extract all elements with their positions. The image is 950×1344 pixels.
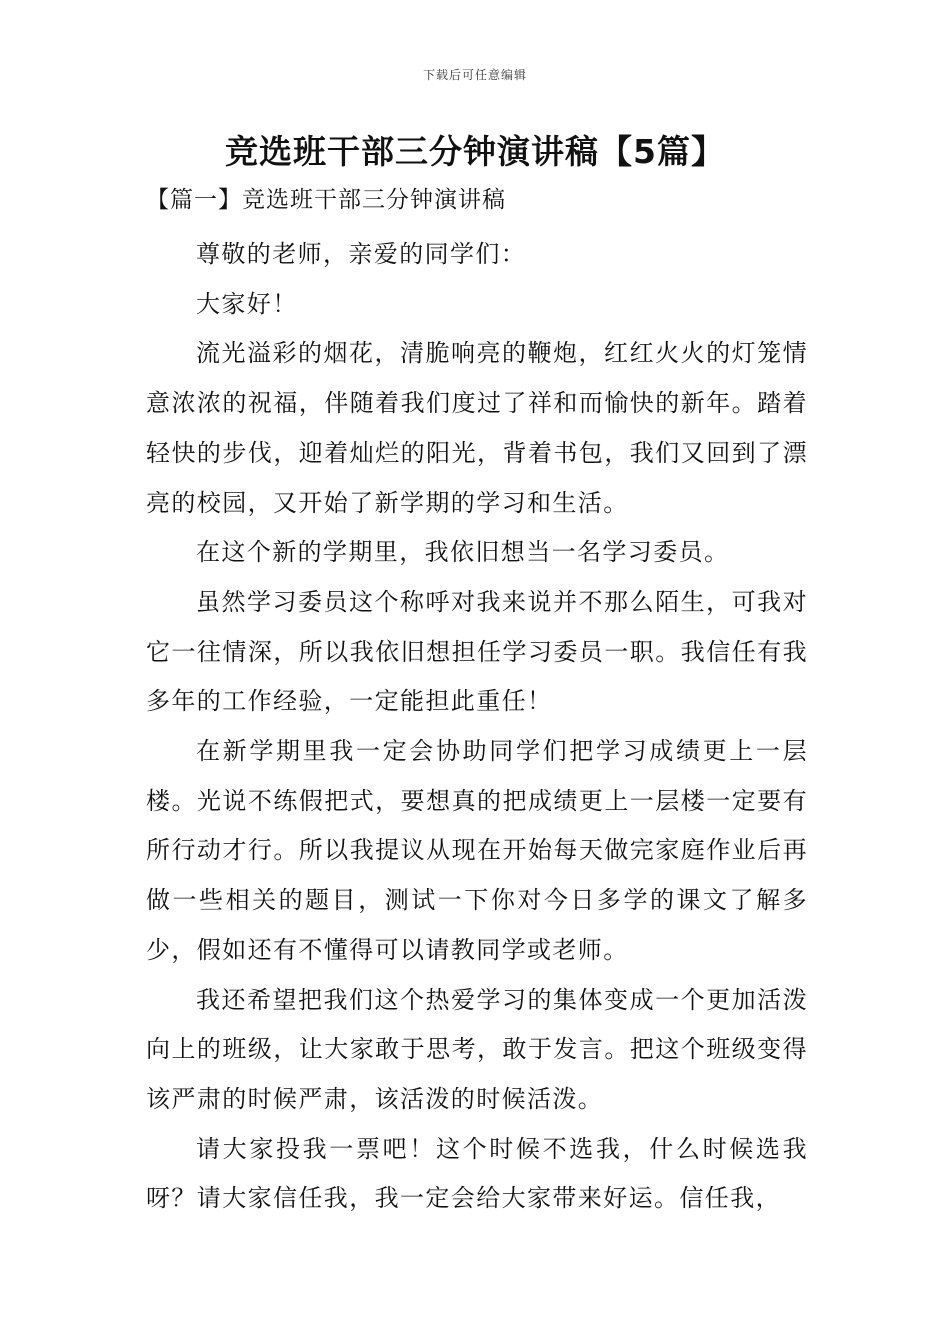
section-heading: 【篇一】竞选班干部三分钟演讲稿 bbox=[146, 187, 506, 213]
paragraph-greeting: 大家好！ bbox=[196, 289, 298, 318]
paragraph-salutation: 尊敬的老师，亲爱的同学们： bbox=[196, 240, 527, 268]
paragraph: 我还希望把我们这个热爱学习的集体变成一个更加活泼向上的班级，让大家敢于思考，敢于发言。把这个班级变得该严肃的时候严肃，该活泼的时候活泼。 bbox=[146, 985, 808, 1113]
paragraph: 虽然学习委员这个称呼对我来说并不那么陌生，可我对它一往情深，所以我依旧想担任学习委员一职。我信任有我多年的工作经验，一定能担此重任！ bbox=[146, 587, 808, 716]
header-note: 下载后可任意编辑 bbox=[422, 68, 527, 82]
paragraph: 请大家投我一票吧！这个时候不选我，什么时候选我呀？请大家信任我，我一定会给大家带来好运。信任我， bbox=[146, 1134, 808, 1213]
paragraph: 流光溢彩的烟花，清脆响亮的鞭炮，红红火火的灯笼情意浓浓的祝福，伴随着我们度过了祥和而愉快的新年。踏着轻快的步伐，迎着灿烂的阳光，背着书包，我们又回到了漂亮的校园，又开始了新学期的学习和生活。 bbox=[146, 339, 808, 517]
paragraph: 在新学期里我一定会协助同学们把学习成绩更上一层楼。光说不练假把式，要想真的把成绩更上一层楼一定要有所行动才行。所以我提议从现在开始每天做完家庭作业后再做一些相关的题目，测试一下你对今日多学的课文了解多少，假如还有不懂得可以请教同学或老师。 bbox=[146, 737, 808, 964]
paragraph: 在这个新的学期里，我依旧想当一名学习委员。 bbox=[196, 538, 730, 567]
body-text bbox=[146, 230, 808, 1224]
document-title: 竞选班干部三分钟演讲稿【5篇】 bbox=[225, 132, 725, 171]
